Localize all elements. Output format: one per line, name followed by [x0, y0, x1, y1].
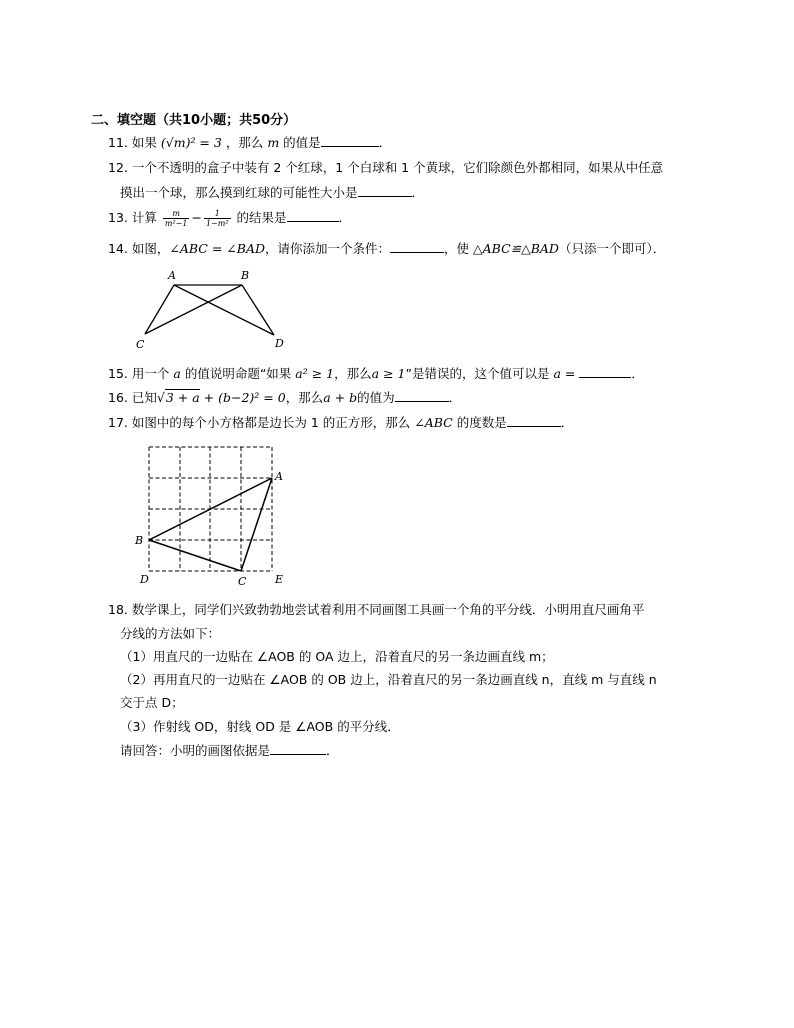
- fraction-2-numerator: 1: [204, 209, 231, 219]
- q18-step-2: （2）再用直尺的一边贴在 ∠AOB 的 OB 边上，沿着直尺的另一条边画直线 n，直线 m 与直线 n: [120, 672, 657, 687]
- q12-line-2: 摸出一个球，那么摸到红球的可能性大小是: [120, 185, 358, 200]
- q16-end: ．: [448, 390, 462, 405]
- section-title: 二、填空题（共10小题；共50分）: [91, 113, 297, 128]
- q16-sum: a + b: [323, 390, 358, 405]
- answer-blank[interactable]: [321, 134, 379, 147]
- fraction-2: [204, 209, 231, 228]
- q11-text-3: 的值是: [283, 135, 321, 150]
- fraction-1-numerator: m: [163, 209, 190, 219]
- q13-text-2: 的结果是: [236, 210, 287, 225]
- fraction-1: [163, 209, 190, 228]
- fraction-1-denominator: m²−1: [164, 219, 188, 228]
- question-16: [108, 389, 461, 407]
- answer-blank[interactable]: [395, 389, 449, 402]
- q18-step-2-cont: 交于点 D；: [120, 695, 184, 710]
- q13-text-1: 计算: [131, 210, 157, 225]
- label-d: D: [140, 573, 149, 586]
- figure-17: [134, 440, 294, 588]
- q15-variable: a: [173, 366, 181, 381]
- q18-line-2: 分线的方法如下：: [120, 626, 221, 641]
- q14-text-3: ，使: [444, 241, 474, 256]
- q14-number: 14.: [108, 241, 128, 256]
- label-b: B: [135, 534, 144, 547]
- q11-text-1: 如果: [131, 135, 157, 150]
- question-13: [108, 209, 351, 228]
- question-11: [108, 134, 391, 152]
- label-e: E: [275, 573, 284, 586]
- answer-blank[interactable]: [507, 414, 561, 427]
- fraction-2-denominator: 1−m²: [205, 219, 229, 228]
- segment-ad: [174, 285, 274, 335]
- q12-line-1: 一个不透明的盒子中装有 2 个红球，1 个白球和 1 个黄球，它们除颜色外都相同，如果从中任意: [131, 160, 664, 175]
- minus-sign: −: [191, 210, 202, 225]
- answer-blank[interactable]: [390, 240, 444, 253]
- q18-ask: [120, 742, 339, 760]
- q15-text-1: 用一个: [131, 366, 170, 381]
- q18-line-1: 数学课上，同学们兴致勃勃地尝试着利用不同画图工具画一个角的平分线．小明用直尺画角平: [131, 602, 645, 617]
- question-12-cont: [120, 184, 424, 202]
- question-17: [108, 414, 573, 432]
- q18-ask-text: 请回答：小明的画图依据是: [120, 743, 271, 758]
- answer-blank[interactable]: [579, 365, 631, 378]
- q18-number: 18.: [108, 602, 128, 617]
- answer-blank[interactable]: [358, 184, 412, 197]
- q14-text-2: ，请你添加一个条件：: [265, 241, 391, 256]
- q16-text-3: ，那么: [285, 390, 324, 405]
- segment-bc: [149, 540, 241, 571]
- q15-text-4: ”是错误的，这个值可以是: [405, 366, 550, 381]
- q17-number: 17.: [108, 415, 128, 430]
- q16-equation: + (b−2)² = 0: [199, 390, 286, 405]
- q11-number: 11.: [108, 135, 128, 150]
- q17-angle: ∠ABC: [414, 415, 453, 430]
- label-d: D: [275, 337, 284, 350]
- answer-blank[interactable]: [270, 742, 326, 755]
- q14-text-4: （只添一个即可）．: [558, 241, 666, 256]
- q11-variable: m: [267, 135, 280, 150]
- q15-condition-2: a ≥ 1: [371, 366, 406, 381]
- q17-end: ．: [560, 415, 574, 430]
- label-a: A: [168, 269, 176, 282]
- q16-text-1: 已知: [131, 390, 157, 405]
- q18-step-3: （3）作射线 OD，射线 OD 是 ∠AOB 的平分线．: [120, 719, 400, 734]
- q15-equation: a =: [553, 366, 576, 381]
- answer-blank[interactable]: [287, 209, 339, 222]
- q11-end: ．: [378, 135, 392, 150]
- q13-number: 13.: [108, 210, 128, 225]
- radical-sign: √: [156, 390, 165, 405]
- q15-condition-1: a² ≥ 1: [295, 366, 335, 381]
- label-c: C: [238, 575, 247, 588]
- q17-text-2: 的度数是: [456, 415, 507, 430]
- label-c: C: [136, 338, 145, 350]
- label-b: B: [241, 269, 250, 282]
- q16-text-4: 的值为: [357, 390, 395, 405]
- question-15: [108, 365, 644, 383]
- q15-end: ．: [631, 366, 644, 381]
- question-12: [108, 159, 663, 177]
- q12-end: ．: [411, 185, 425, 200]
- q18-step-1: （1）用直尺的一边贴在 ∠AOB 的 OA 边上，沿着直尺的另一条边画直线 m；: [120, 649, 554, 664]
- figure-14: [130, 266, 300, 350]
- q14-condition: ∠ABC = ∠BAD: [169, 241, 266, 256]
- question-18: [108, 601, 644, 619]
- q14-conclusion: △ABC≌△BAD: [473, 241, 559, 256]
- q16-radicand: 3 + a: [165, 390, 200, 405]
- q17-text-1: 如图中的每个小方格都是边长为 1 的正方形，那么: [131, 415, 411, 430]
- q15-text-2: 的值说明命题“如果: [184, 366, 292, 381]
- label-a: A: [275, 470, 283, 483]
- q16-number: 16.: [108, 390, 128, 405]
- q14-text-1: 如图，: [131, 241, 170, 256]
- q18-end: ．: [326, 743, 339, 758]
- q12-number: 12.: [108, 160, 128, 175]
- q15-number: 15.: [108, 366, 128, 381]
- q15-text-3: ，那么: [334, 366, 372, 381]
- q13-end: ．: [338, 210, 352, 225]
- q11-expression: (√m)² = 3: [160, 135, 222, 150]
- q11-text-2: ，那么: [225, 135, 264, 150]
- question-14: [108, 240, 665, 258]
